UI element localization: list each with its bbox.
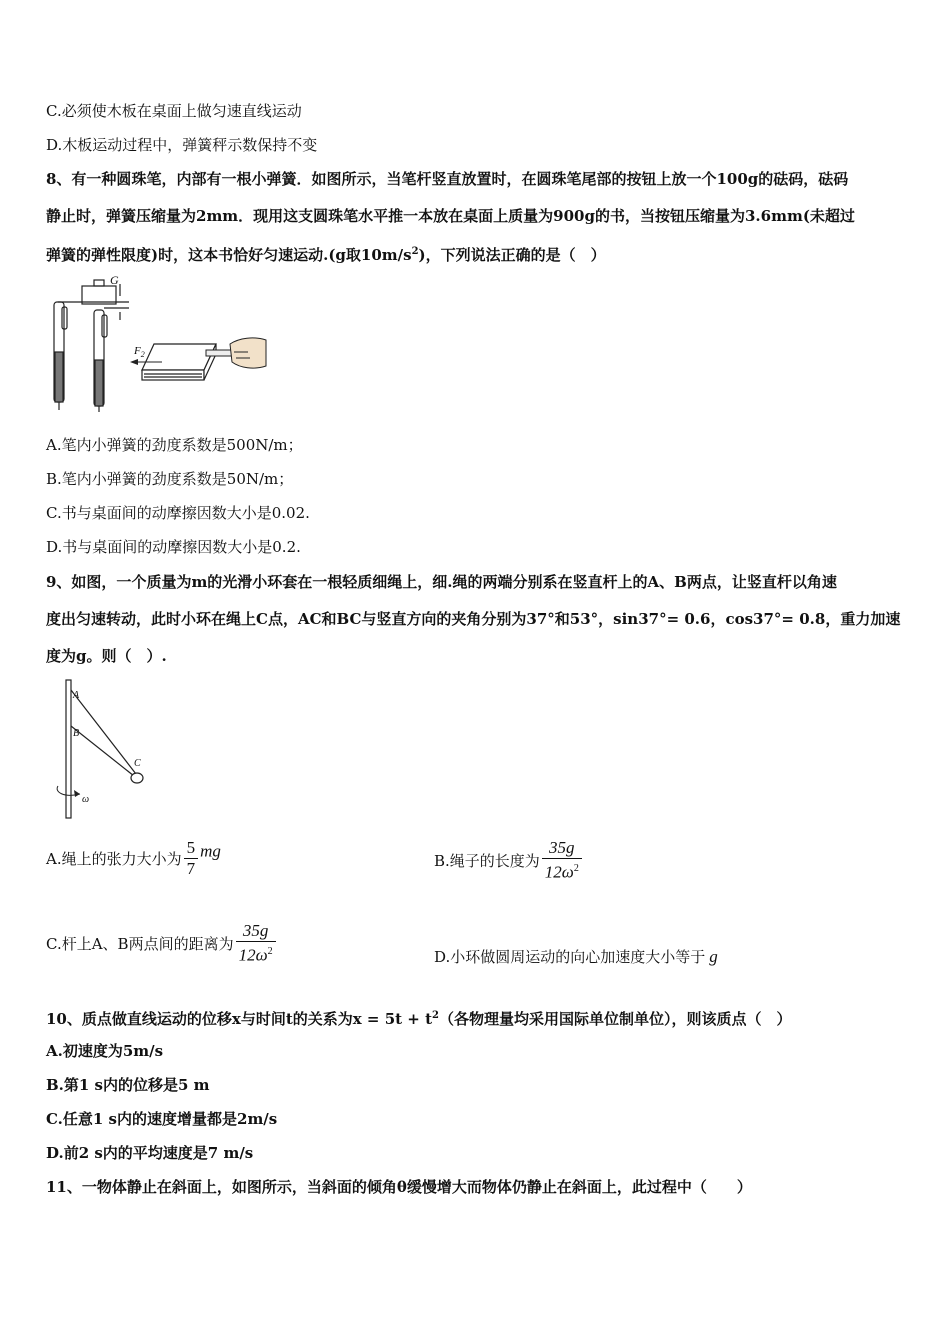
label-c: C bbox=[134, 758, 141, 769]
rope-ac bbox=[71, 690, 136, 774]
rotating-rod-figure bbox=[54, 678, 158, 820]
q10-option-a: A.初速度为5m/s bbox=[46, 1042, 164, 1060]
hand-pen bbox=[206, 338, 266, 368]
q9-option-c: C.杆上A、B两点间的距离为 $\frac{35g}{12\omega^2}$ bbox=[46, 921, 278, 966]
pen-spring-figure bbox=[44, 272, 270, 414]
label-omega: ω bbox=[82, 794, 90, 805]
label-b: B bbox=[73, 728, 80, 739]
q9-option-d: D.小环做圆周运动的向心加速度大小等于 g bbox=[434, 947, 718, 966]
q7-option-d: D.木板运动过程中，弹簧秤示数保持不变 bbox=[46, 136, 318, 154]
rope-bc bbox=[71, 726, 134, 776]
q9-stem-line2: 度出匀速转动，此时小环在绳上C点，AC和BC与竖直方向的夹角分别为37°和53°，sin37°= 0.6，cos37°= 0.8，重力加速 bbox=[46, 610, 901, 628]
q8-stem-line1: 8、有一种圆珠笔，内部有一根小弹簧．如图所示，当笔杆竖直放置时，在圆珠笔尾部的按钮上放一个100g的砝码，砝码 bbox=[46, 170, 849, 188]
q9-stem-line1: 9、如图，一个质量为m的光滑小环套在一根轻质细绳上，细.绳的两端分别系在竖直杆上的A、B两点，让竖直杆以角速 bbox=[46, 573, 837, 591]
q8-option-c: C.书与桌面间的动摩擦因数大小是0.02. bbox=[46, 504, 310, 522]
q8-stem-line2: 静止时，弹簧压缩量为2mm．现用这支圆珠笔水平推一本放在桌面上质量为900g的书，当按钮压缩量为3.6mm(未超过 bbox=[46, 207, 855, 225]
q10-option-b: B.第1 s内的位移是5 m bbox=[46, 1076, 210, 1094]
vertical-rod bbox=[66, 680, 71, 818]
q11-stem: 11、一物体静止在斜面上，如图所示，当斜面的倾角θ缓慢增大而物体仍静止在斜面上，此过程中（ ） bbox=[46, 1178, 752, 1196]
label-a: A bbox=[73, 690, 80, 701]
q10-option-d: D.前2 s内的平均速度是7 m/s bbox=[46, 1144, 254, 1162]
right-pen bbox=[58, 280, 129, 412]
q9-option-b: B.绳子的长度为 $\frac{35g}{12\omega^2}$ bbox=[434, 838, 584, 883]
q10-option-c: C.任意1 s内的速度增量都是2m/s bbox=[46, 1110, 278, 1128]
q8-option-b: B.笔内小弹簧的劲度系数是50N/m； bbox=[46, 470, 294, 488]
q8-stem-line3: 弹簧的弹性限度)时，这本书恰好匀速运动.(g取$10m/s^2$)，下列说法正确的是（ ） bbox=[46, 246, 606, 264]
q8-option-d: D.书与桌面间的动摩擦因数大小是0.2. bbox=[46, 538, 301, 556]
ring bbox=[131, 773, 143, 783]
q9-option-a: A.绳上的张力大小为 $\frac{5}{7}$ mg bbox=[46, 838, 221, 878]
left-pen bbox=[54, 302, 67, 410]
q7-option-c: C.必须使木板在桌面上做匀速直线运动 bbox=[46, 102, 302, 120]
force-arrow bbox=[130, 359, 138, 365]
q10-stem: 10、质点做直线运动的位移x与时间t的关系为$x = 5t + t^2$（各物理量均采用国际单位制单位），则该质点（ ） bbox=[46, 1010, 792, 1028]
label-f: $F_2$ bbox=[134, 345, 145, 359]
q8-option-a: A.笔内小弹簧的劲度系数是500N/m； bbox=[46, 436, 303, 454]
label-g: G bbox=[110, 273, 119, 287]
q9-stem-line3: 度为g。则（ ）. bbox=[46, 647, 167, 665]
